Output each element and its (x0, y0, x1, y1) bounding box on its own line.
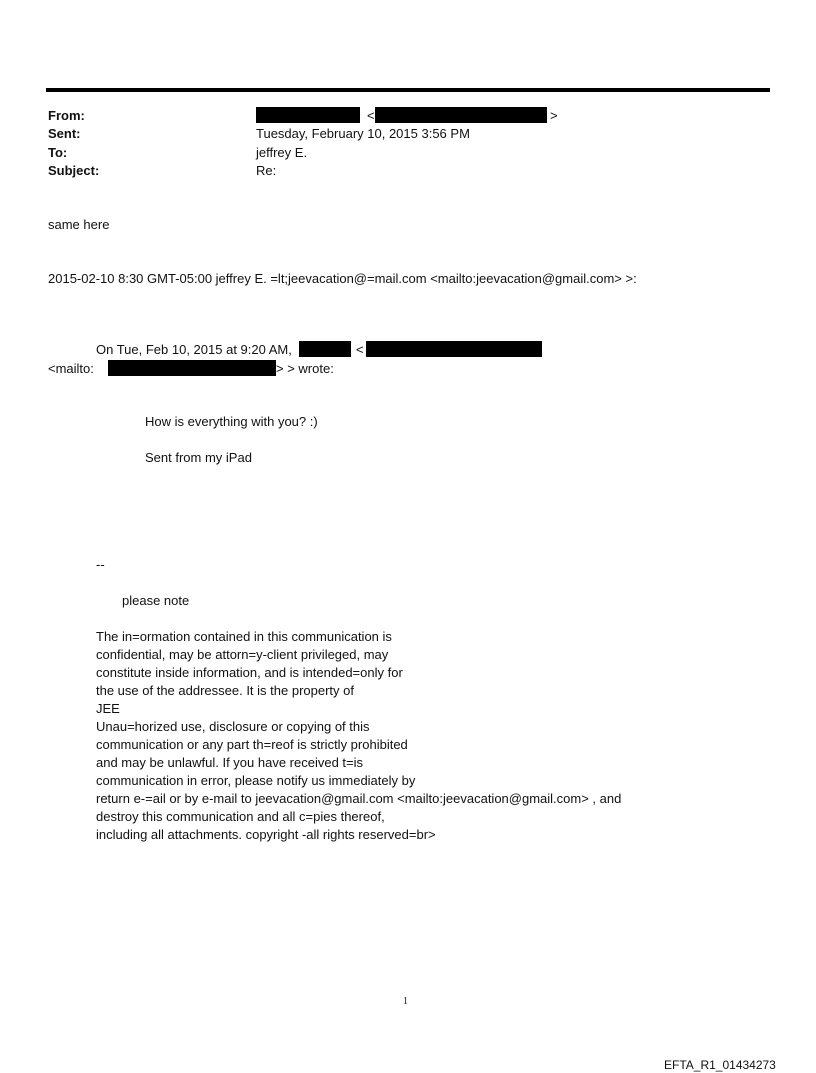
header-rule (46, 88, 770, 92)
redacted-nested-name (299, 341, 351, 357)
quote-header: 2015-02-10 8:30 GMT-05:00 jeffrey E. =lt;jeevacation@=mail.com <mailto:jeevacation@gmail.com> >: (48, 271, 637, 286)
disclaimer-line: The in=ormation contained in this communication is (96, 629, 392, 644)
disclaimer-line: return e-=ail or by e-mail to jeevacation@gmail.com <mailto:jeevacation@gmail.com> , and (96, 791, 622, 806)
disclaimer-line: constitute inside information, and is intended=only for (96, 665, 403, 680)
disclaimer-line: including all attachments. copyright -all rights reserved=br> (96, 827, 436, 842)
from-label: From: (48, 108, 85, 123)
sent-value: Tuesday, February 10, 2015 3:56 PM (256, 126, 470, 141)
disclaimer-line: communication or any part th=reof is strictly prohibited (96, 737, 408, 752)
nested-header: On Tue, Feb 10, 2015 at 9:20 AM, (96, 342, 292, 357)
disclaimer-line: JEE (96, 701, 120, 716)
nested-mailto: <mailto: (48, 361, 94, 376)
redacted-nested-email (366, 341, 542, 357)
subject-label: Subject: (48, 163, 100, 178)
signature-separator: -- (96, 557, 105, 572)
to-value: jeffrey E. (256, 145, 308, 160)
to-label: To: (48, 145, 68, 160)
redacted-sender-name (256, 107, 360, 123)
disclaimer-line: confidential, may be attorn=y-client privileged, may (96, 647, 389, 662)
disclaimer-line: communication in error, please notify us immediately by (96, 773, 416, 788)
disclaimer-line: and may be unlawful. If you have received t=is (96, 755, 364, 770)
redacted-sender-email (375, 107, 547, 123)
subject-value: Re: (256, 163, 277, 178)
disclaimer (96, 628, 621, 844)
from-gt: > (550, 108, 558, 123)
page-number: 1 (403, 996, 408, 1007)
from-lt: < (367, 108, 375, 123)
please-note: please note (122, 593, 190, 608)
reply-text: same here (48, 217, 110, 232)
nested-wrote: > > wrote: (276, 361, 334, 376)
disclaimer-line: Unau=horized use, disclosure or copying of this (96, 719, 370, 734)
nested-line-1: How is everything with you? :) (145, 414, 318, 429)
disclaimer-line: the use of the addressee. It is the property of (96, 683, 354, 698)
nested-line-2: Sent from my iPad (145, 450, 252, 465)
disclaimer-line: destroy this communication and all c=pies thereof, (96, 809, 385, 824)
redacted-nested-mailto (108, 360, 276, 376)
sent-label: Sent: (48, 126, 81, 141)
bates-number: EFTA_R1_01434273 (664, 1058, 776, 1072)
nested-lt: < (356, 342, 364, 357)
